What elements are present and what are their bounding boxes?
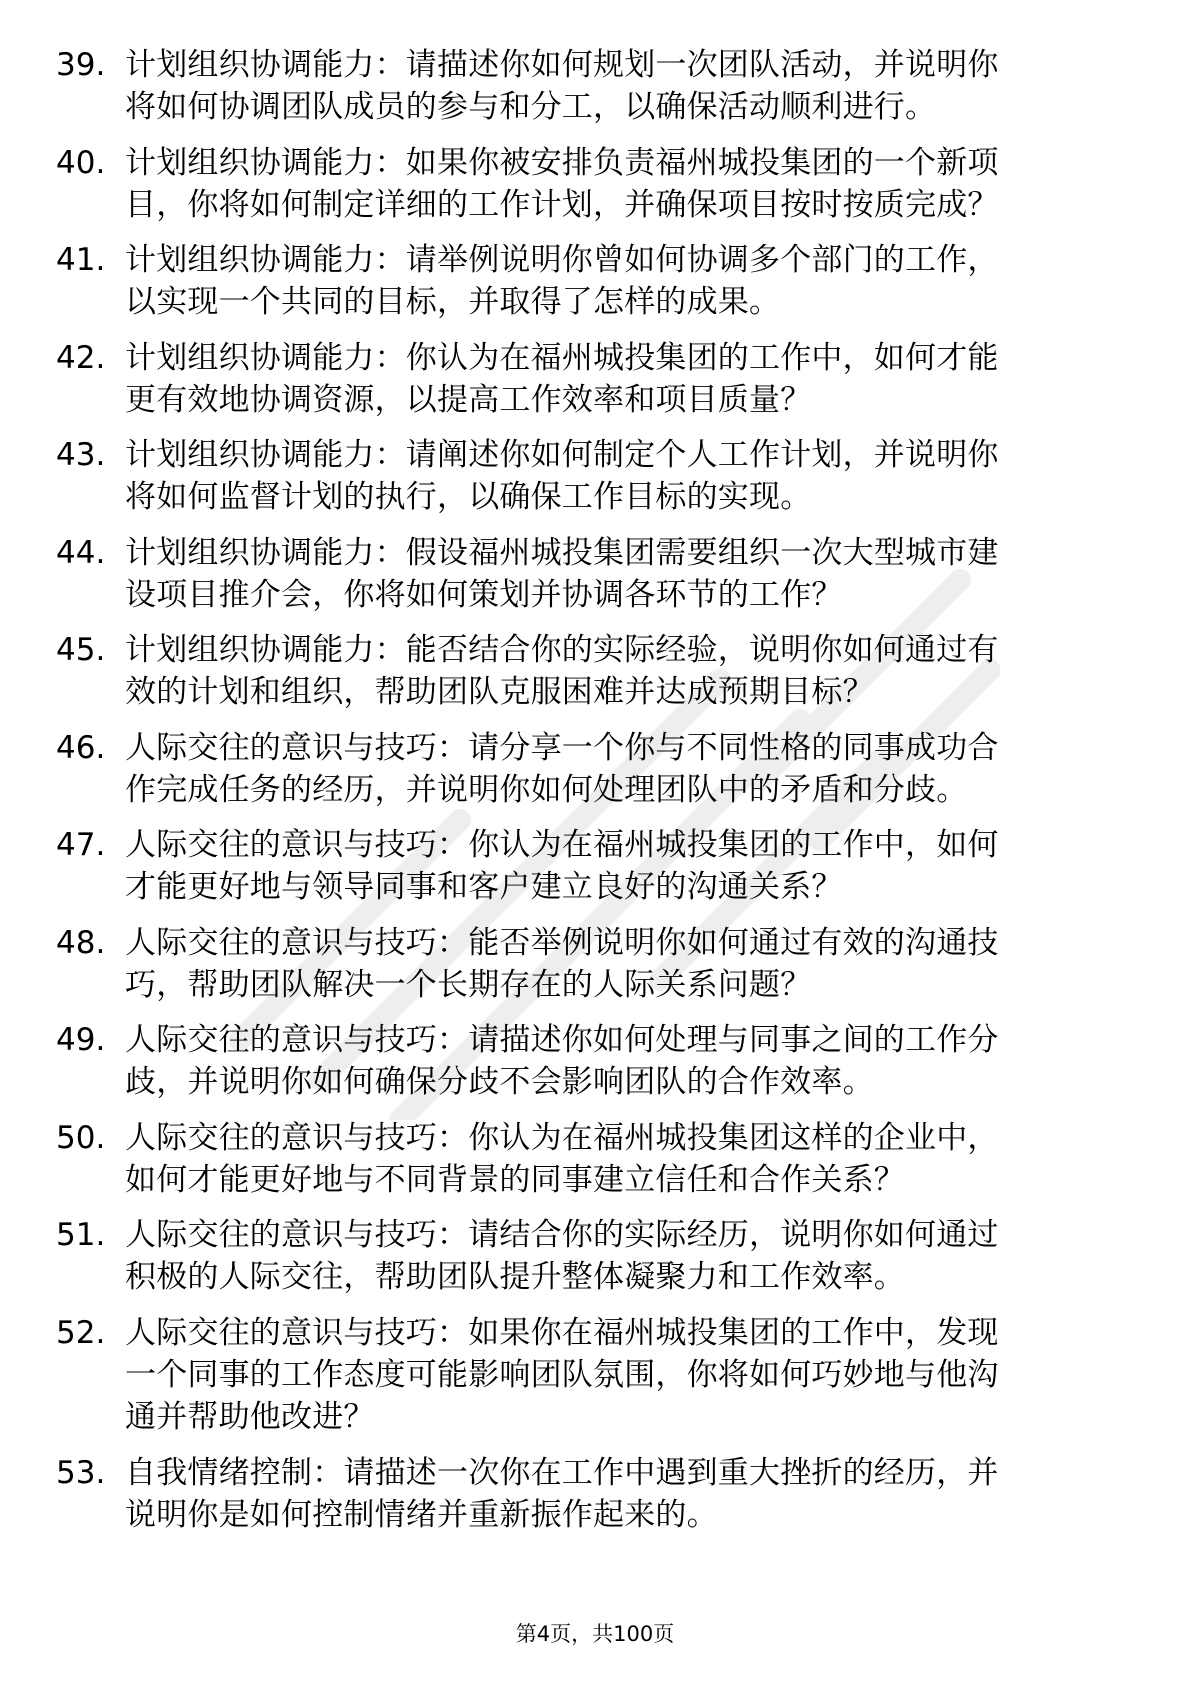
question-item <box>0 337 1190 435</box>
question-number: 50. <box>56 1119 106 1156</box>
question-number: 45. <box>56 632 106 668</box>
question-number: 46. <box>56 729 106 766</box>
question-item <box>0 44 1190 142</box>
question-text-line: 巧，帮助团队解决一个长期存在的人际关系问题？ <box>125 966 812 1003</box>
question-text-line: 人际交往的意识与技巧：请分享一个你与不同性格的同事成功合 <box>125 729 999 766</box>
question-number: 52. <box>56 1314 106 1351</box>
question-item <box>0 922 1190 1020</box>
question-text-line: 人际交往的意识与技巧：请描述你如何处理与同事之间的工作分 <box>125 1022 999 1058</box>
question-text-line: 设项目推介会，你将如何策划并协调各环节的工作？ <box>125 576 843 613</box>
question-list <box>0 44 1190 1549</box>
question-number: 48. <box>56 924 106 961</box>
question-item <box>0 1214 1190 1312</box>
question-item <box>0 824 1190 922</box>
question-text-line: 计划组织协调能力：请阐述你如何制定个人工作计划，并说明你 <box>125 437 999 473</box>
question-text-line: 作完成任务的经历，并说明你如何处理团队中的矛盾和分歧。 <box>125 771 968 808</box>
question-item <box>0 142 1190 240</box>
question-text-line: 计划组织协调能力：请举例说明你曾如何协调多个部门的工作， <box>125 242 999 278</box>
question-text-line: 才能更好地与领导同事和客户建立良好的沟通关系？ <box>125 869 843 905</box>
question-text-line: 歧，并说明你如何确保分歧不会影响团队的合作效率。 <box>125 1064 874 1100</box>
question-text-line: 以实现一个共同的目标，并取得了怎样的成果。 <box>125 284 781 320</box>
question-number: 41. <box>56 242 106 278</box>
question-text-line: 计划组织协调能力：如果你被安排负责福州城投集团的一个新项 <box>125 144 999 181</box>
question-item <box>0 1117 1190 1215</box>
question-item <box>0 239 1190 337</box>
question-number: 53. <box>56 1454 106 1491</box>
question-item <box>0 1452 1190 1550</box>
question-text-line: 更有效地协调资源，以提高工作效率和项目质量？ <box>125 381 812 418</box>
question-number: 49. <box>56 1022 106 1058</box>
question-text-line: 积极的人际交往，帮助团队提升整体凝聚力和工作效率。 <box>125 1259 905 1295</box>
question-text-line: 通并帮助他改进？ <box>125 1398 375 1435</box>
question-item <box>0 434 1190 532</box>
question-item <box>0 1019 1190 1117</box>
question-text-line: 人际交往的意识与技巧：你认为在福州城投集团这样的企业中， <box>125 1119 999 1156</box>
question-text-line: 计划组织协调能力：请描述你如何规划一次团队活动，并说明你 <box>125 47 999 83</box>
question-text-line: 人际交往的意识与技巧：你认为在福州城投集团的工作中，如何 <box>125 827 999 863</box>
question-item <box>0 629 1190 727</box>
question-text-line: 人际交往的意识与技巧：如果你在福州城投集团的工作中，发现 <box>125 1314 999 1351</box>
question-text-line: 计划组织协调能力：能否结合你的实际经验，说明你如何通过有 <box>125 632 999 668</box>
question-number: 42. <box>56 339 106 376</box>
question-number: 43. <box>56 437 106 473</box>
question-number: 47. <box>56 827 106 863</box>
question-text-line: 将如何协调团队成员的参与和分工，以确保活动顺利进行。 <box>125 89 937 125</box>
question-number: 51. <box>56 1217 106 1253</box>
question-text-line: 说明你是如何控制情绪并重新振作起来的。 <box>125 1496 718 1533</box>
question-item <box>0 532 1190 630</box>
question-text-line: 目，你将如何制定详细的工作计划，并确保项目按时按质完成？ <box>125 186 999 223</box>
question-item <box>0 727 1190 825</box>
question-text-line: 计划组织协调能力：假设福州城投集团需要组织一次大型城市建 <box>125 534 999 571</box>
question-number: 40. <box>56 144 106 181</box>
question-text-line: 人际交往的意识与技巧：能否举例说明你如何通过有效的沟通技 <box>125 924 999 961</box>
page-footer: 第4页，共100页 <box>515 1622 675 1646</box>
question-text-line: 将如何监督计划的执行，以确保工作目标的实现。 <box>125 479 812 515</box>
question-text-line: 人际交往的意识与技巧：请结合你的实际经历，说明你如何通过 <box>125 1217 999 1253</box>
question-text-line: 一个同事的工作态度可能影响团队氛围，你将如何巧妙地与他沟 <box>125 1356 999 1393</box>
question-text-line: 自我情绪控制：请描述一次你在工作中遇到重大挫折的经历，并 <box>125 1454 999 1491</box>
question-item <box>0 1312 1190 1452</box>
question-number: 39. <box>56 47 106 83</box>
question-text-line: 如何才能更好地与不同背景的同事建立信任和合作关系？ <box>125 1161 905 1198</box>
question-number: 44. <box>56 534 106 571</box>
question-text-line: 效的计划和组织，帮助团队克服困难并达成预期目标？ <box>125 674 874 710</box>
question-text-line: 计划组织协调能力：你认为在福州城投集团的工作中，如何才能 <box>125 339 999 376</box>
